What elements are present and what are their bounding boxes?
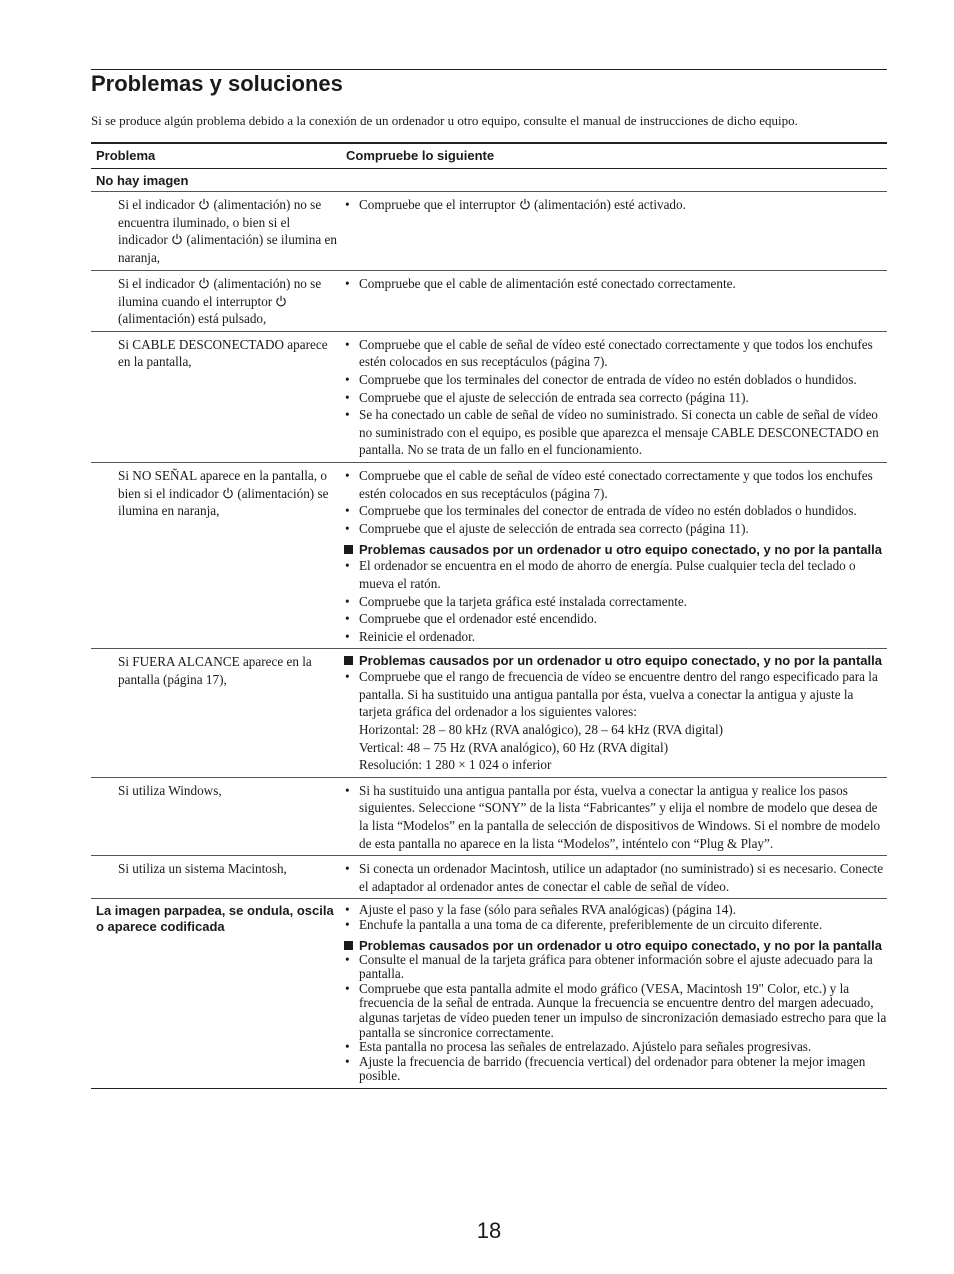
subheading: Problemas causados por un ordenador u otro equipo conectado, y no por la pantalla: [341, 939, 887, 953]
section-header: [91, 169, 887, 192]
list-item: • Enchufe la pantalla a una toma de ca diferente, preferiblemente de un circuito diferente.: [341, 918, 887, 933]
list-item: • Compruebe que la tarjeta gráfica esté instalada correctamente.: [341, 593, 887, 611]
subheading: Problemas causados por un ordenador u otro equipo conectado, y no por la pantalla: [341, 543, 887, 557]
list-item: • Compruebe que esta pantalla admite el modo gráfico (VESA, Macintosh 19" Color, etc.) y la frecuencia de la señal de entrada. Aunque la frecuencia se encuentre dentro del margen adecuado, algunas tarjetas de vídeo pueden tener un impulso de sincronización demasiado estrecho para que la pantalla se sincronice correctamente.: [341, 982, 887, 1040]
power-icon: [198, 277, 210, 289]
list-item: • Ajuste la frecuencia de barrido (frecuencia vertical) del ordenador para obtener la mejor imagen posible.: [341, 1055, 887, 1084]
list-item: • Compruebe que el ajuste de selección de entrada sea correcto (página 11).: [341, 520, 887, 538]
problem-cell: Si utiliza un sistema Macintosh,: [118, 861, 287, 877]
list-item: • Compruebe que el ajuste de selección de entrada sea correcto (página 11).: [341, 389, 887, 407]
table-row: [91, 332, 887, 463]
power-icon: [519, 198, 531, 210]
solution-cell: [341, 275, 887, 328]
list-item: • Compruebe que los terminales del conector de entrada de vídeo no estén doblados o hundidos.: [341, 502, 887, 520]
solution-cell: [341, 467, 887, 645]
page-number: 18: [476, 1218, 502, 1243]
solution-cell: [341, 782, 887, 852]
list-item: • Compruebe que el cable de señal de vídeo esté conectado correctamente y que todos los enchufes estén colocados en sus receptáculos (página 7).: [341, 467, 887, 502]
list-item: • Se ha conectado un cable de señal de vídeo no suministrado. Si conecta un cable de señal de vídeo no suministrado con el equipo, es posible que aparezca el mensaje CABLE DESCONECTADO en pantalla. No se trata de un fallo en el funcionamiento.: [341, 406, 887, 459]
troubleshooting-table: [91, 142, 887, 1089]
list-item: • Compruebe que los terminales del conector de entrada de vídeo no estén doblados o hundidos.: [341, 371, 887, 389]
table-row: [91, 899, 887, 1089]
table-row: [91, 271, 887, 332]
problem-cell: Si utiliza Windows,: [118, 782, 222, 798]
solution-cell: [341, 903, 887, 1084]
list-item: • Esta pantalla no procesa las señales de entrelazado. Ajústelo para señales progresivas.: [341, 1040, 887, 1055]
list-item: • Si conecta un ordenador Macintosh, utilice un adaptador (no suministrado) si es necesario. Conecte el adaptador al ordenador antes de conectar el cable de señal de vídeo.: [341, 860, 887, 895]
header-problem: Problema: [96, 148, 156, 163]
list-item: • Compruebe que el cable de alimentación esté conectado correctamente.: [341, 275, 887, 293]
problem-cell: Si el indicador (alimentación) no se encuentra iluminado, o bien si el indicador (alimentación) se ilumina en naranja,: [118, 197, 337, 265]
list-item: • Compruebe que el ordenador esté encendido.: [341, 610, 887, 628]
list-item: • Reinicie el ordenador.: [341, 628, 887, 646]
problem-cell: Si el indicador (alimentación) no se ilumina cuando el interruptor (alimentación) está pulsado,: [118, 276, 322, 327]
table-row: [91, 649, 887, 778]
intro-text: Si se produce algún problema debido a la conexión de un ordenador u otro equipo, consulte el manual de instrucciones de dicho equipo.: [91, 113, 798, 128]
list-item: • Consulte el manual de la tarjeta gráfica para obtener información sobre el ajuste adecuado para la pantalla.: [341, 953, 887, 982]
page-title: Problemas y soluciones: [91, 71, 343, 96]
header-check: Compruebe lo siguiente: [346, 148, 495, 163]
power-icon: [275, 295, 287, 307]
table-header: [91, 144, 887, 169]
power-icon: [198, 198, 210, 210]
solution-cell: [341, 860, 887, 895]
list-item: • El ordenador se encuentra en el modo de ahorro de energía. Pulse cualquier tecla del teclado o mueva el ratón.: [341, 557, 887, 592]
square-bullet-icon: [344, 545, 353, 554]
solution-cell: [341, 336, 887, 459]
table-row: [91, 856, 887, 899]
list-item: • Ajuste el paso y la fase (sólo para señales RVA analógicas) (página 14).: [341, 903, 887, 918]
section-title: No hay imagen: [96, 173, 189, 188]
subheading: Problemas causados por un ordenador u otro equipo conectado, y no por la pantalla: [341, 654, 887, 668]
list-item: • Si ha sustituido una antigua pantalla por ésta, vuelva a conectar la antigua y realice los pasos siguientes. Seleccione “SONY” de la lista “Fabricantes” y elija el nombre de modelo que desea de la lista “Modelos” en la pantalla de selección de dispositivos de Windows. Si el nombre de modelo de esta pantalla no aparece en la lista “Modelos”, inténtelo con “Plug & Play”.: [341, 782, 887, 852]
square-bullet-icon: [344, 941, 353, 950]
table-row: [91, 778, 887, 856]
solution-cell: [341, 196, 887, 267]
list-item: • Compruebe que el interruptor (alimentación) esté activado.: [341, 196, 887, 214]
problem-cell: Si FUERA ALCANCE aparece en la pantalla (página 17),: [118, 654, 312, 687]
problem-cell: Si CABLE DESCONECTADO aparece en la pantalla,: [118, 336, 328, 370]
power-icon: [171, 233, 183, 245]
list-item: • Compruebe que el cable de señal de vídeo esté conectado correctamente y que todos los enchufes estén colocados en sus receptáculos (página 7).: [341, 336, 887, 371]
table-row: [91, 192, 887, 271]
list-item: • Compruebe que el rango de frecuencia de vídeo se encuentre dentro del rango especificado para la pantalla. Si ha sustituido una antigua pantalla por ésta, vuelva a conectar la antigua y ajuste la tarjeta gráfica del ordenador a los siguientes valores: Horizontal: 28 – 80 kHz (RVA analógico), 28 – 64 kHz (RVA digital) Vertical: 48 – 75 Hz (RVA analógico), 60 Hz (RVA digital) Resolución: 1 280 × 1 024 o inferior: [341, 668, 887, 774]
square-bullet-icon: [344, 656, 353, 665]
table-row: [91, 463, 887, 649]
solution-cell: [341, 653, 887, 774]
problem-cell: La imagen parpadea, se ondula, oscila o aparece codificada: [96, 903, 334, 935]
power-icon: [222, 487, 234, 499]
problem-cell: Si NO SEÑAL aparece en la pantalla, o bien si el indicador (alimentación) se ilumina en naranja,: [118, 467, 329, 519]
